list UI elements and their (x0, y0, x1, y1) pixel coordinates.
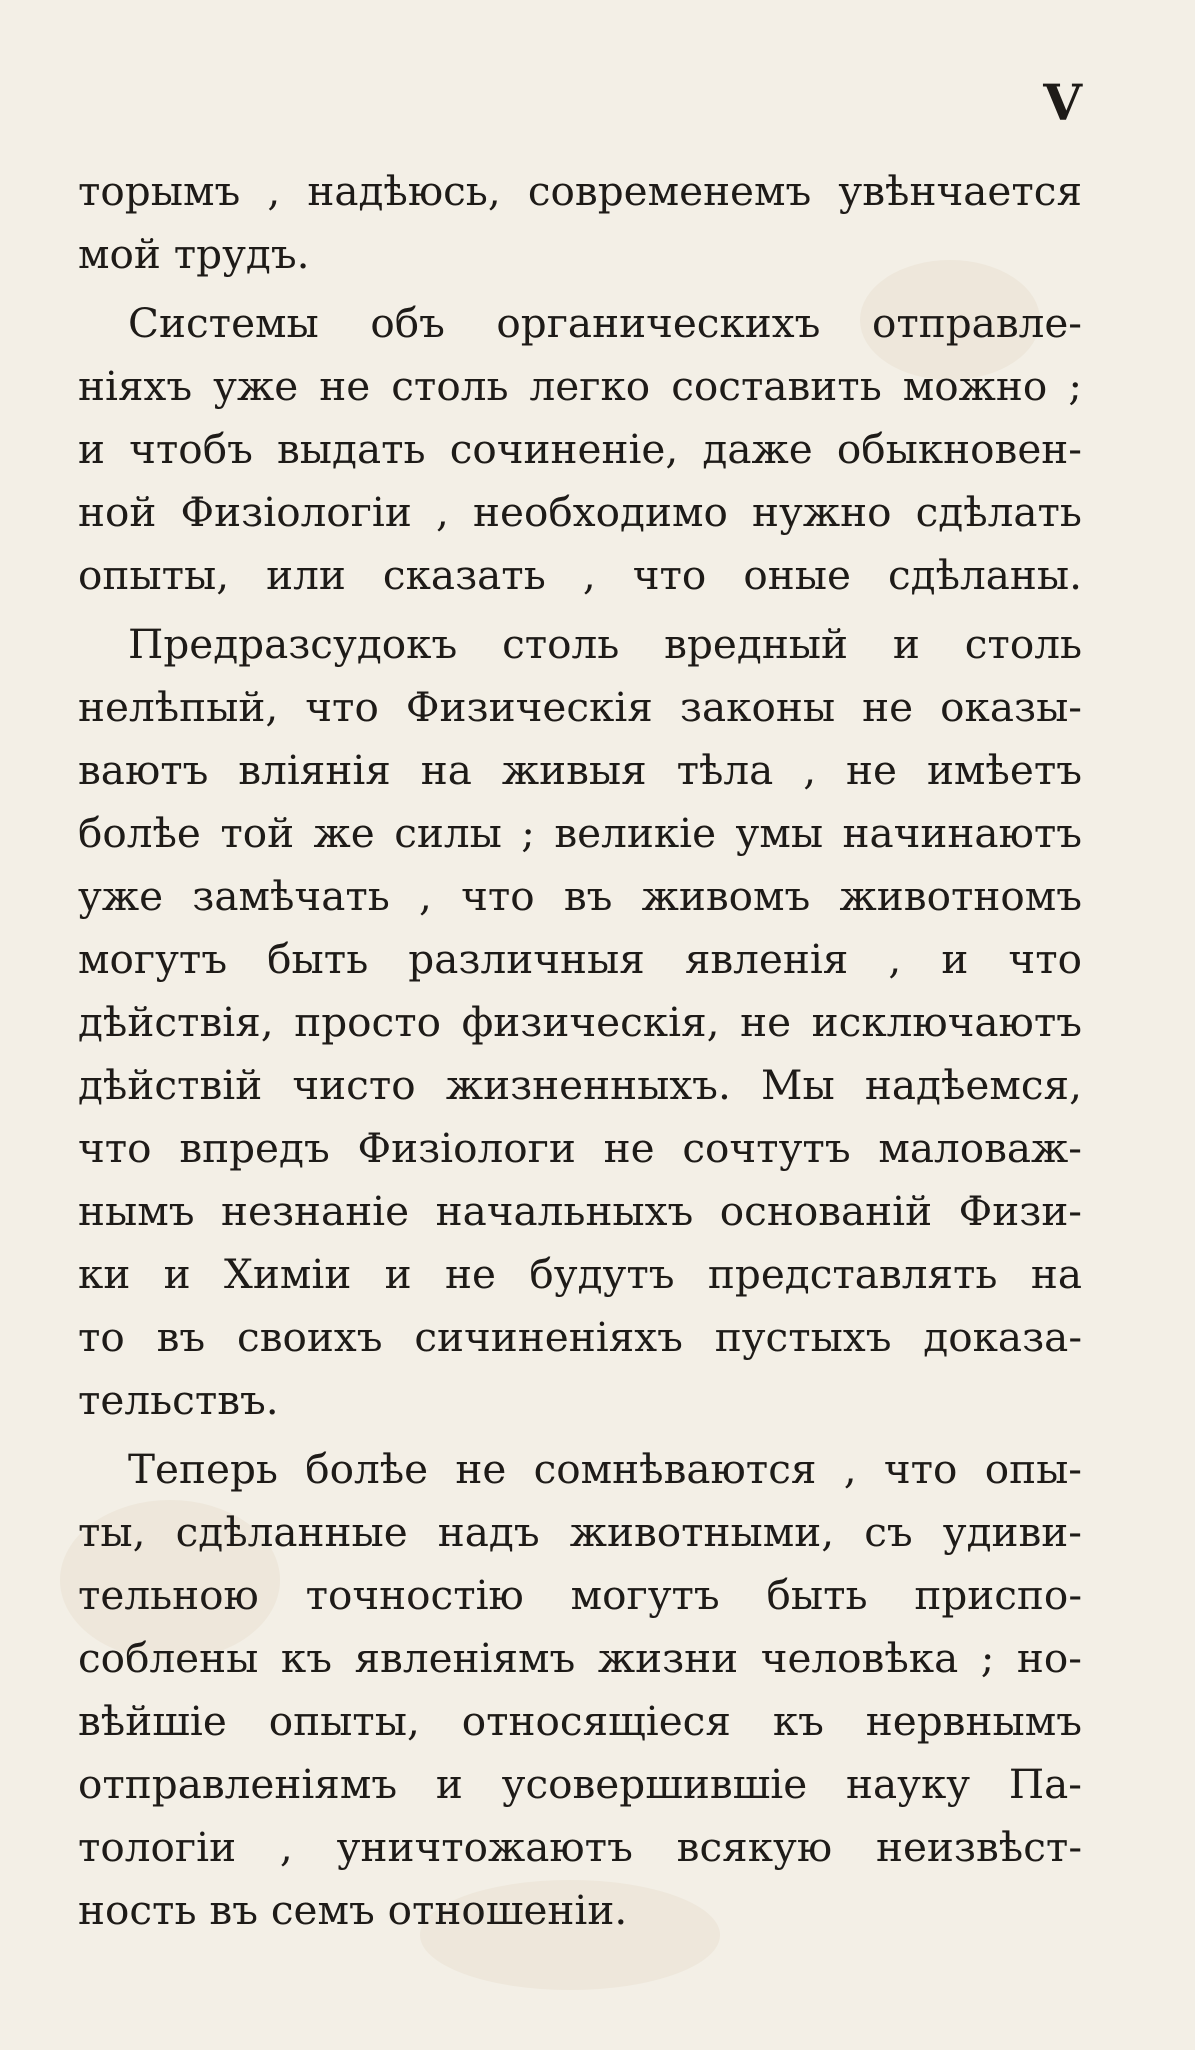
text-line: Предразсудокъ столь вредный и столь (128, 620, 1082, 668)
text-line: опыты, или сказать , что оные сдѣланы. (78, 551, 1082, 599)
text-line: дѣйствiя, просто физическiя, не исключаютъ (78, 998, 1082, 1046)
paragraph (78, 613, 1082, 1432)
paragraph (78, 160, 1082, 286)
text-line: ной Физiологiи , необходимо нужно сдѣлать (78, 488, 1082, 536)
text-line: торымъ , надѣюсь, современемъ увѣнчается (78, 167, 1082, 215)
text-line: то въ своихъ сичиненiяхъ пустыхъ доказа- (78, 1313, 1082, 1361)
text-line: болѣе той же силы ; великiе умы начинаютъ (78, 809, 1082, 857)
text-line: отправленiямъ и усовершившiе науку Па- (78, 1760, 1082, 1808)
text-line: тельною точностiю могутъ быть приспо- (78, 1571, 1082, 1619)
text-line: могутъ быть различныя явленiя , и что (78, 935, 1082, 983)
page-number: V (1043, 73, 1083, 132)
text-line: мой трудъ. (78, 230, 310, 278)
text-line: тельствъ. (78, 1376, 279, 1424)
text-line: ки и Химiи и не будутъ представлять на (78, 1250, 1082, 1298)
text-line: ваютъ влiянiя на живыя тѣла , не имѣетъ (78, 746, 1082, 794)
text-line: соблены къ явленiямъ жизни человѣка ; но- (78, 1634, 1082, 1682)
text-line: нымъ незнанiе начальныхъ основанiй Физи- (78, 1187, 1082, 1235)
text-line: тологiи , уничтожаютъ всякую неизвѣст- (78, 1823, 1082, 1871)
text-line: вѣйшiе опыты, относящiеся къ нервнымъ (78, 1697, 1082, 1745)
body-text (78, 160, 1082, 1942)
text-line: что впредъ Физiологи не сочтутъ маловаж- (78, 1124, 1082, 1172)
text-line: дѣйствiй чисто жизненныхъ. Мы надѣемся, (78, 1061, 1082, 1109)
text-line: нелѣпый, что Физическiя законы не оказы- (78, 683, 1082, 731)
text-line: Системы объ органическихъ отправле- (128, 299, 1082, 347)
paragraph (78, 1438, 1082, 1942)
text-line: нiяхъ уже не столь легко составить можно ; (78, 362, 1082, 410)
text-line: уже замѣчать , что въ живомъ животномъ (78, 872, 1082, 920)
paragraph (78, 292, 1082, 607)
text-line: ность въ семъ отношенiи. (78, 1886, 628, 1934)
text-line: ты, сдѣланные надъ животными, съ удиви- (78, 1508, 1082, 1556)
text-line: и чтобъ выдать сочиненiе, даже обыкновен- (78, 425, 1082, 473)
text-line: Теперь болѣе не сомнѣваются , что опы- (128, 1445, 1082, 1493)
